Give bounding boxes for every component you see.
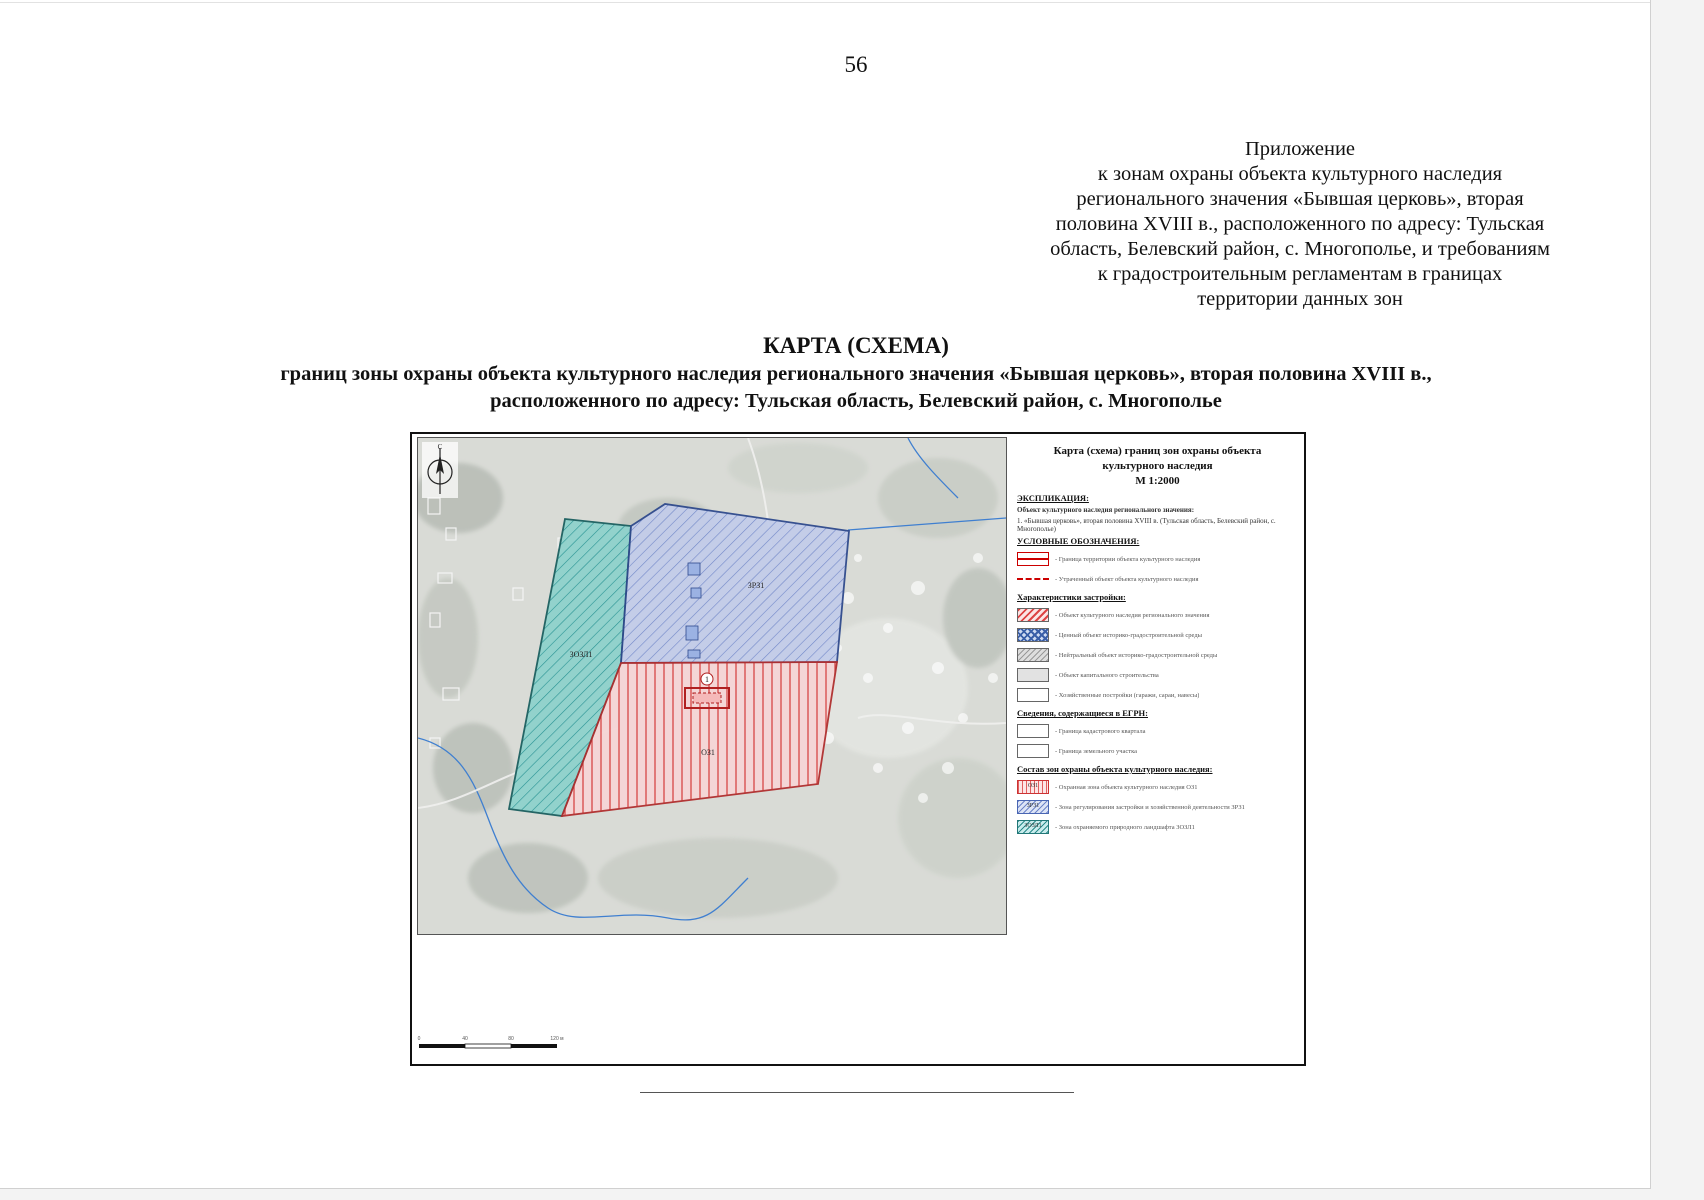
legend-title: [1015, 444, 1300, 489]
map-canvas: [418, 438, 1006, 934]
valuable-object-swatch: [1017, 628, 1049, 642]
legend-row: [1017, 645, 1300, 665]
document-subtitle: [160, 361, 1552, 415]
footer-rule: [640, 1092, 1074, 1093]
scale-tick: 120 м: [550, 1036, 564, 1042]
heritage-object-footprint: [693, 693, 721, 703]
appendix-line: область, Белевский район, с. Многополье, и требованиям: [1050, 238, 1550, 260]
legend-label: - Объект культурного наследия регионального значения: [1055, 611, 1210, 619]
legend-row: [1017, 777, 1300, 797]
appendix-line: к зонам охраны объекта культурного наследия: [1097, 163, 1503, 185]
swatch-code: ОЗ1: [1027, 783, 1039, 789]
legend-row: [1017, 605, 1300, 625]
document-title: КАРТА (СХЕМА): [763, 333, 949, 358]
legend-scale: М 1:2000: [1135, 475, 1180, 487]
legend-label: - Зона охраняемого природного ландшафта ЗОЗЛ1: [1055, 823, 1195, 831]
appendix-line: половина XVIII в., расположенного по адресу: Тульская: [1055, 213, 1545, 235]
subtitle-line-1: границ зоны охраны объекта культурного наследия регионального значения «Бывшая церковь», вторая половина XVIII в.,: [280, 363, 1432, 385]
legend-row: [1017, 817, 1300, 837]
zone-rz1-swatch: [1017, 800, 1049, 814]
zone-label-znl1: ЗОЗЛ1: [569, 650, 593, 659]
legend-label: - Объект капитального строительства: [1055, 671, 1159, 679]
swatch-code: ЗОЗЛ1: [1024, 823, 1042, 829]
heritage-object-swatch: [1017, 608, 1049, 622]
map-legend: [1015, 437, 1300, 837]
scale-tick: 0: [417, 1036, 421, 1042]
lost-object-swatch: [1017, 572, 1049, 586]
legend-label: - Граница территории объекта культурного наследия: [1055, 555, 1201, 563]
heritage-object-number: 1: [705, 675, 709, 684]
zone-rz1-polygon[interactable]: [621, 504, 849, 663]
appendix-line: Приложение: [1244, 138, 1356, 160]
legend-zones-header: Состав зон охраны объекта культурного наследия:: [1017, 764, 1213, 774]
legend-object-header: Объект культурного наследия регионального значения:: [1017, 506, 1195, 514]
neutral-object-swatch: [1017, 648, 1049, 662]
zone-oz1-swatch: [1017, 780, 1049, 794]
legend-object-text: 1. «Бывшая церковь», вторая половина XVIII в. (Тульская область, Белевский район, с. Многополье): [1017, 517, 1276, 533]
legend-label: - Зона регулирования застройки и хозяйственной деятельности ЗРЗ1: [1055, 803, 1245, 811]
legend-building-header: Характеристики застройки:: [1017, 592, 1126, 602]
boundary-line-swatch: [1017, 552, 1049, 566]
north-arrow-icon: [422, 442, 458, 498]
legend-row: [1017, 685, 1300, 705]
capital-construction-swatch: [1017, 668, 1049, 682]
scale-tick: 80: [508, 1036, 514, 1042]
zone-label-rz1: ЗРЗ1: [747, 581, 765, 590]
legend-label: - Граница земельного участка: [1055, 747, 1138, 755]
page-number: 56: [844, 52, 868, 77]
legend-label: - Ценный объект историко-градостроительной среды: [1055, 631, 1202, 639]
north-label: С: [437, 443, 443, 451]
outbuilding-swatch: [1017, 688, 1049, 702]
legend-label: - Нейтральный объект историко-градостроительной среды: [1055, 651, 1218, 659]
legend-title-line: культурного наследия: [1102, 460, 1213, 472]
map-view[interactable]: [417, 437, 1007, 935]
legend-title-line: Карта (схема) границ зон охраны объекта: [1053, 445, 1262, 457]
legend-symbols-header: УСЛОВНЫЕ ОБОЗНАЧЕНИЯ:: [1017, 536, 1140, 546]
subtitle-line-2: расположенного по адресу: Тульская область, Белевский район, с. Многополье: [490, 390, 1222, 412]
appendix-caption: [1000, 137, 1600, 312]
legend-row: [1017, 569, 1300, 589]
legend-row: [1017, 549, 1300, 569]
legend-row: [1017, 625, 1300, 645]
land-plot-swatch: [1017, 744, 1049, 758]
legend-row: [1017, 721, 1300, 741]
map-frame: [410, 432, 1306, 1066]
legend-label: - Охранная зона объекта культурного наследия ОЗ1: [1055, 783, 1198, 791]
legend-label: - Граница кадастрового квартала: [1055, 727, 1146, 735]
legend-explication-header: ЭКСПЛИКАЦИЯ:: [1017, 493, 1089, 503]
appendix-line: к градостроительным регламентам в границах: [1097, 263, 1503, 285]
scale-bar: [417, 1032, 577, 1052]
scale-tick: 40: [462, 1036, 468, 1042]
scan-edge: [0, 2, 1650, 3]
appendix-line: регионального значения «Бывшая церковь», вторая: [1076, 188, 1524, 210]
zone-znl1-swatch: [1017, 820, 1049, 834]
swatch-code: ЗРЗ1: [1026, 803, 1040, 809]
legend-row: [1017, 741, 1300, 761]
cadastral-quarter-swatch: [1017, 724, 1049, 738]
legend-row: [1017, 665, 1300, 685]
legend-egrn-header: Сведения, содержащиеся в ЕГРН:: [1017, 708, 1148, 718]
appendix-line: территории данных зон: [1197, 288, 1403, 310]
scale-bar-graphic: [417, 1032, 577, 1052]
legend-label: - Хозяйственные постройки (гаражи, сараи, навесы): [1055, 691, 1200, 699]
legend-row: [1017, 797, 1300, 817]
legend-label: - Утраченный объект объекта культурного наследия: [1055, 575, 1199, 583]
zone-label-oz1: ОЗ1: [701, 748, 715, 757]
